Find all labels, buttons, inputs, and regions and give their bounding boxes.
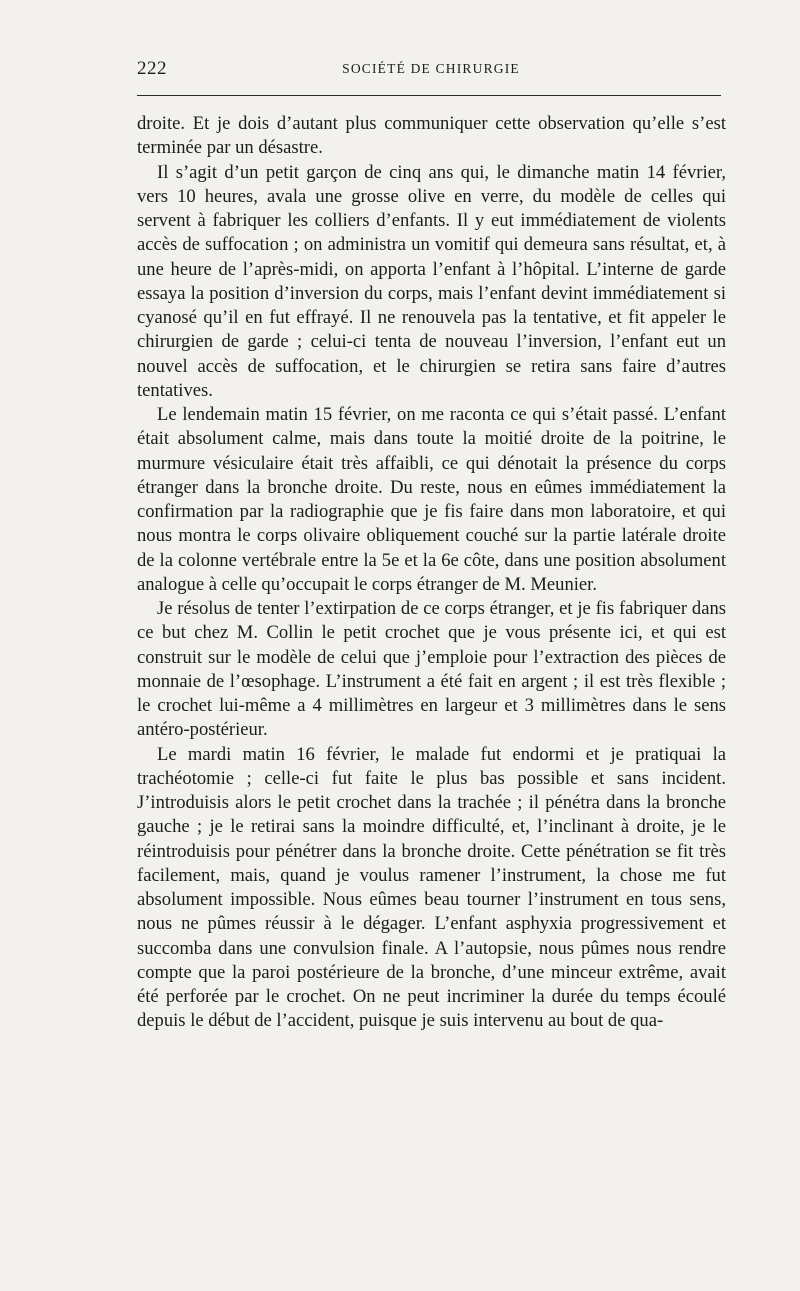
- header-rule: [137, 95, 721, 96]
- running-title: SOCIÉTÉ DE CHIRURGIE: [342, 61, 520, 76]
- paragraph-continuation: droite. Et je dois d’autant plus communiquer cette observation qu’elle s’est terminée par un désastre.: [137, 113, 726, 159]
- paragraph-diagnosis: Le lendemain matin 15 février, on me raconta ce qui s’était passé. L’enfant était absolument calme, mais dans toute la moitié droite de la poitrine, le murmure vésiculaire était très affaibli, ce qui dénotait la présence du corps étranger dans la bronche droite. Du reste, nous en eûmes immédiatement la confirmation par la radiographie que je fis faire dans mon laboratoire, et qui nous montra le corps olivaire obliquement couché sur la partie latérale droite de la colonne vertébrale entre la 5e et la 6e côte, dans une position absolument analogue à celle qu’occupait le corps étranger de M. Meunier.: [137, 404, 726, 595]
- paragraph-operation: Le mardi matin 16 février, le malade fut endormi et je pratiquai la trachéotomie ; celle-ci fut faite le plus bas possible et sans incident. J’introduisis alors le petit crochet dans la trachée ; il pénétra dans la bronche gauche ; je le retirai sans la moindre difficulté, et, l’inclinant à droite, je le réintroduisis pour pénétrer dans la bronche droite. Cette pénétration se fit très facilement, mais, quand je voulus ramener l’instrument, la chose me fut absolument impossible. Nous eûmes beau tourner l’instrument en tous sens, nous ne pûmes réussir à le dégager. L’enfant asphyxia progressivement et succomba dans une convulsion finale. A l’autopsie, nous pûmes nous rendre compte que la paroi postérieure de la bronche, d’une minceur extrême, avait été perforée par le crochet. On ne peut incriminer la durée du temps écoulé depuis le début de l’accident, puisque je suis intervenu au bout de qua-: [137, 743, 726, 1032]
- running-head: [137, 58, 725, 82]
- paragraph-instrument: Je résolus de tenter l’extirpation de ce corps étranger, et je fis fabriquer dans ce but chez M. Collin le petit crochet que je vous présente ici, et qui est construit sur le modèle de celui que j’emploie pour l’extraction des pièces de monnaie de l’œsophage. L’instrument a été fait en argent ; il est très flexible ; le crochet lui-même a 4 millimètres en largeur et 3 millimètres dans le sens antéro-postérieur.: [137, 598, 726, 741]
- page-number: 222: [137, 58, 167, 79]
- body-text: [137, 112, 726, 1034]
- paragraph-case-history: Il s’agit d’un petit garçon de cinq ans qui, le dimanche matin 14 février, vers 10 heures, avala une grosse olive en verre, du modèle de celles qui servent à fabriquer les colliers d’enfants. Il y eut immédiatement de violents accès de suffocation ; on administra un vomitif qui demeura sans résultat, et, à une heure de l’après-midi, on apporta l’enfant à l’hôpital. L’interne de garde essaya la position d’inversion du corps, mais l’enfant devint immédiatement si cyanosé qu’il en fut effrayé. Il ne renouvela pas la tentative, et fit appeler le chirurgien de garde ; celui-ci tenta de nouveau l’inversion, l’enfant eut un nouvel accès de suffocation, et le chirurgien se retira sans faire d’autres tentatives.: [137, 161, 726, 401]
